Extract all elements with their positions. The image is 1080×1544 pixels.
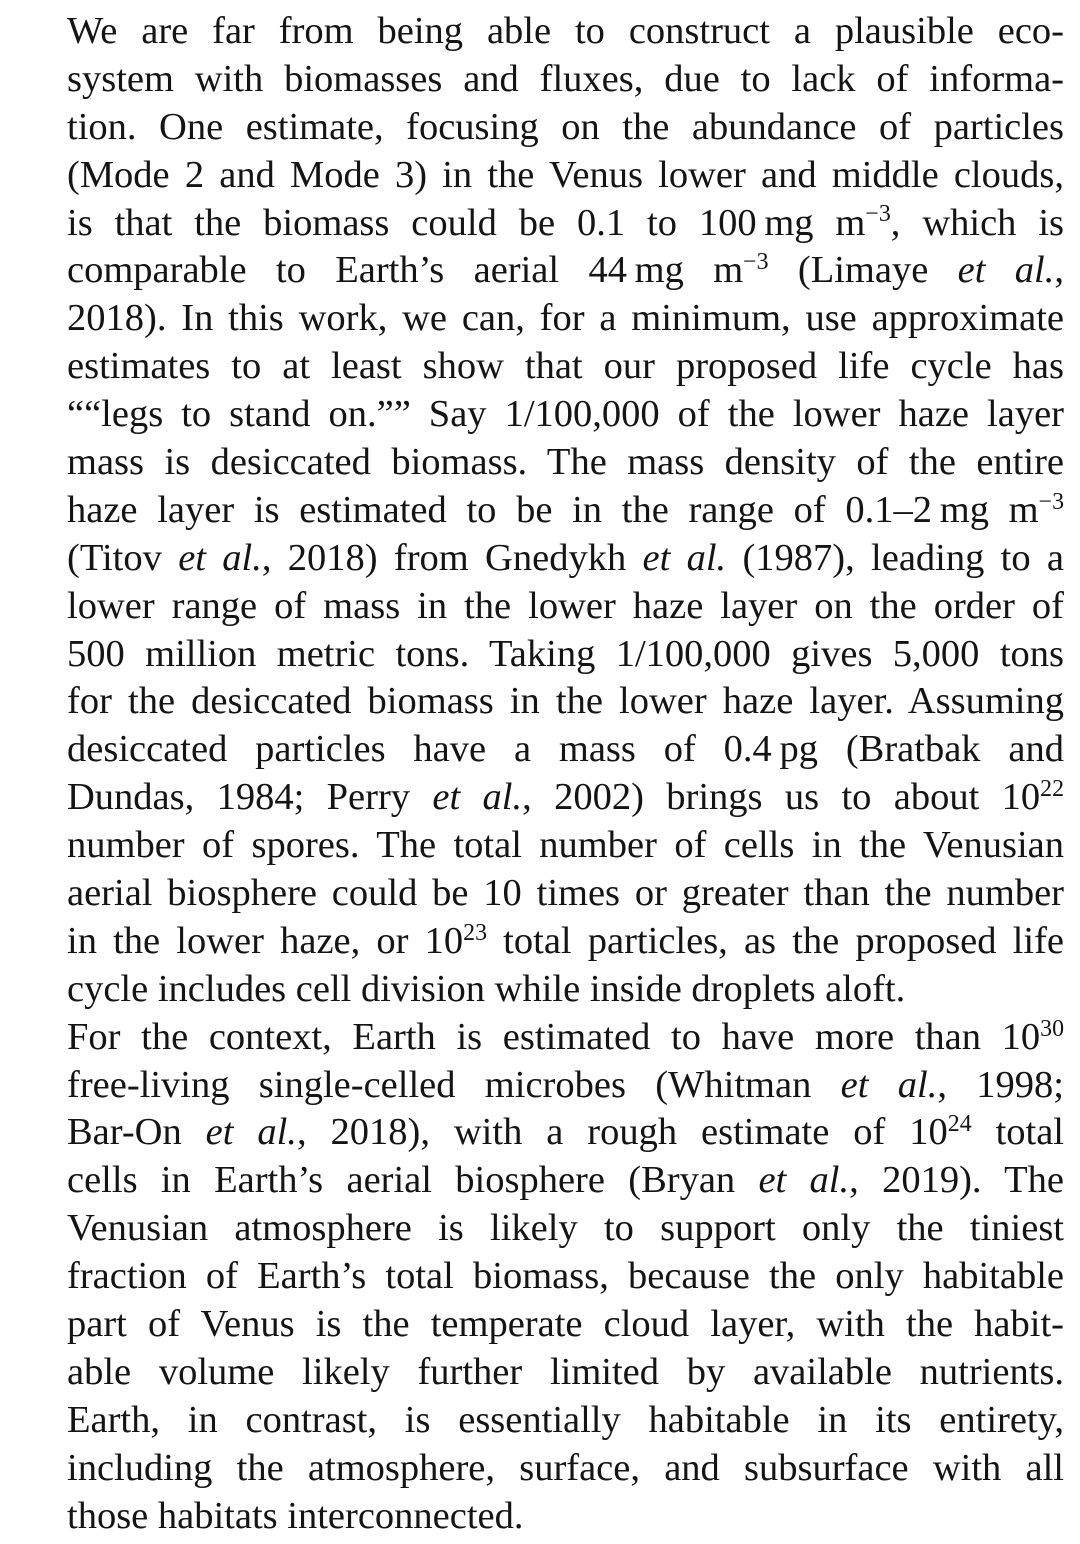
- text-line: [22, 391, 1064, 439]
- text-run: those habitats interconnected.: [67, 1494, 524, 1537]
- text-line: [22, 247, 1064, 295]
- superscript-exponent: 22: [1040, 776, 1065, 803]
- text-run: , 2002) brings us to about 10: [522, 776, 1041, 819]
- text-run: fraction of Earth’s total biomass, because the only habitable: [67, 1255, 1064, 1298]
- superscript-exponent: −3: [865, 201, 891, 228]
- text-line: [22, 535, 1064, 583]
- italic-citation: et al.: [205, 1111, 297, 1154]
- italic-citation: et al.: [957, 249, 1055, 292]
- text-run: part of Venus is the temperate cloud layer, with the habit-: [67, 1303, 1064, 1346]
- text-run: cells in Earth’s aerial biosphere (Bryan: [67, 1159, 759, 1202]
- text-run: Dundas, 1984; Perry: [67, 776, 433, 819]
- text-run: total: [971, 1111, 1065, 1154]
- text-line: [22, 678, 1064, 726]
- text-line: [22, 487, 1064, 535]
- text-run: Venusian atmosphere is likely to support only the tiniest: [67, 1207, 1064, 1250]
- text-run: , 1998;: [937, 1063, 1065, 1106]
- text-run: We are far from being able to construct a plausible eco-: [67, 10, 1064, 52]
- text-run: number of spores. The total number of cells in the Venusian: [67, 824, 1064, 867]
- italic-citation: et al.: [758, 1159, 850, 1202]
- text-line: [22, 822, 1064, 870]
- text-line: [22, 918, 1064, 966]
- text-line: [22, 1014, 1064, 1062]
- text-line: [22, 295, 1064, 343]
- text-run: , which is: [890, 201, 1064, 244]
- text-run: For the context, Earth is estimated to have more than 10: [67, 1015, 1041, 1058]
- text-run: aerial biosphere could be 10 times or greater than the number: [67, 872, 1064, 915]
- text-line: [22, 774, 1064, 822]
- text-line: [22, 1253, 1064, 1301]
- text-line: [22, 1157, 1064, 1205]
- italic-citation: et al.: [642, 536, 727, 579]
- text-run: comparable to Earth’s aerial 44 mg m: [67, 249, 744, 292]
- text-line: [22, 343, 1064, 391]
- text-run: tion. One estimate, focusing on the abundance of particles: [67, 105, 1064, 148]
- text-line: [22, 152, 1064, 200]
- text-run: mass is desiccated biomass. The mass density of the entire: [67, 441, 1064, 484]
- text-run: including the atmosphere, surface, and subsurface with all: [67, 1446, 1064, 1489]
- text-line: [22, 631, 1064, 679]
- text-run: , 2018), with a rough estimate of 10: [296, 1111, 948, 1154]
- text-line: [22, 56, 1064, 104]
- text-line: [22, 1493, 1064, 1541]
- superscript-exponent: 23: [463, 919, 488, 946]
- superscript-exponent: 30: [1040, 1015, 1064, 1042]
- text-run: (Mode 2 and Mode 3) in the Venus lower and middle clouds,: [67, 153, 1064, 196]
- text-line: [22, 1062, 1064, 1110]
- text-line: [22, 583, 1064, 631]
- text-line: [22, 1445, 1064, 1493]
- italic-citation: et al.: [840, 1063, 938, 1106]
- text-line: [22, 1109, 1064, 1157]
- text-line: [22, 104, 1064, 152]
- text-run: lower range of mass in the lower haze layer on the order of: [67, 584, 1064, 627]
- paragraph-2: [22, 1014, 1064, 1541]
- paragraph-1: [22, 8, 1064, 1014]
- text-run: for the desiccated biomass in the lower haze layer. Assuming: [67, 680, 1064, 723]
- text-run: is that the biomass could be 0.1 to 100 mg m: [67, 201, 866, 244]
- superscript-exponent: −3: [743, 249, 769, 276]
- text-line: [22, 1301, 1064, 1349]
- text-line: [22, 1397, 1064, 1445]
- superscript-exponent: 24: [947, 1111, 972, 1138]
- text-run: estimates to at least show that our proposed life cycle has: [67, 345, 1064, 388]
- text-line: [22, 966, 1064, 1014]
- text-line: [22, 8, 1064, 56]
- text-run: free-living single-celled microbes (Whitman: [67, 1063, 841, 1106]
- text-line: [22, 870, 1064, 918]
- text-line: [22, 1349, 1064, 1397]
- text-run: ,: [1054, 249, 1064, 292]
- text-run: desiccated particles have a mass of 0.4 pg (Bratbak and: [67, 728, 1064, 771]
- text-line: [22, 1205, 1064, 1253]
- text-run: , 2019). The: [849, 1159, 1064, 1202]
- text-line: [22, 726, 1064, 774]
- text-run: , 2018) from Gnedykh: [261, 536, 643, 579]
- text-run: Bar-On: [67, 1111, 206, 1154]
- italic-citation: et al.: [432, 776, 523, 819]
- text-run: in the lower haze, or 10: [67, 919, 464, 962]
- text-line: [22, 200, 1064, 248]
- text-run: (Limaye: [768, 249, 958, 292]
- text-run: 2018). In this work, we can, for a minimum, use approximate: [67, 297, 1064, 340]
- text-run: 500 million metric tons. Taking 1/100,000 gives 5,000 tons: [67, 632, 1064, 675]
- text-run: (1987), leading to a: [726, 536, 1065, 579]
- text-run: total particles, as the proposed life: [487, 919, 1064, 962]
- text-run: system with biomasses and fluxes, due to lack of informa-: [67, 57, 1064, 100]
- text-run: (Titov: [67, 536, 179, 579]
- italic-citation: et al.: [178, 536, 262, 579]
- text-run: able volume likely further limited by available nutrients.: [67, 1350, 1064, 1393]
- text-run: Earth, in contrast, is essentially habitable in its entirety,: [67, 1398, 1064, 1441]
- superscript-exponent: −3: [1038, 488, 1064, 515]
- text-line: [22, 439, 1064, 487]
- text-run: haze layer is estimated to be in the range of 0.1–2 mg m: [67, 488, 1039, 531]
- text-run: ““legs to stand on.”” Say 1/100,000 of the lower haze layer: [67, 393, 1064, 436]
- text-run: cycle includes cell division while inside droplets aloft.: [67, 967, 906, 1010]
